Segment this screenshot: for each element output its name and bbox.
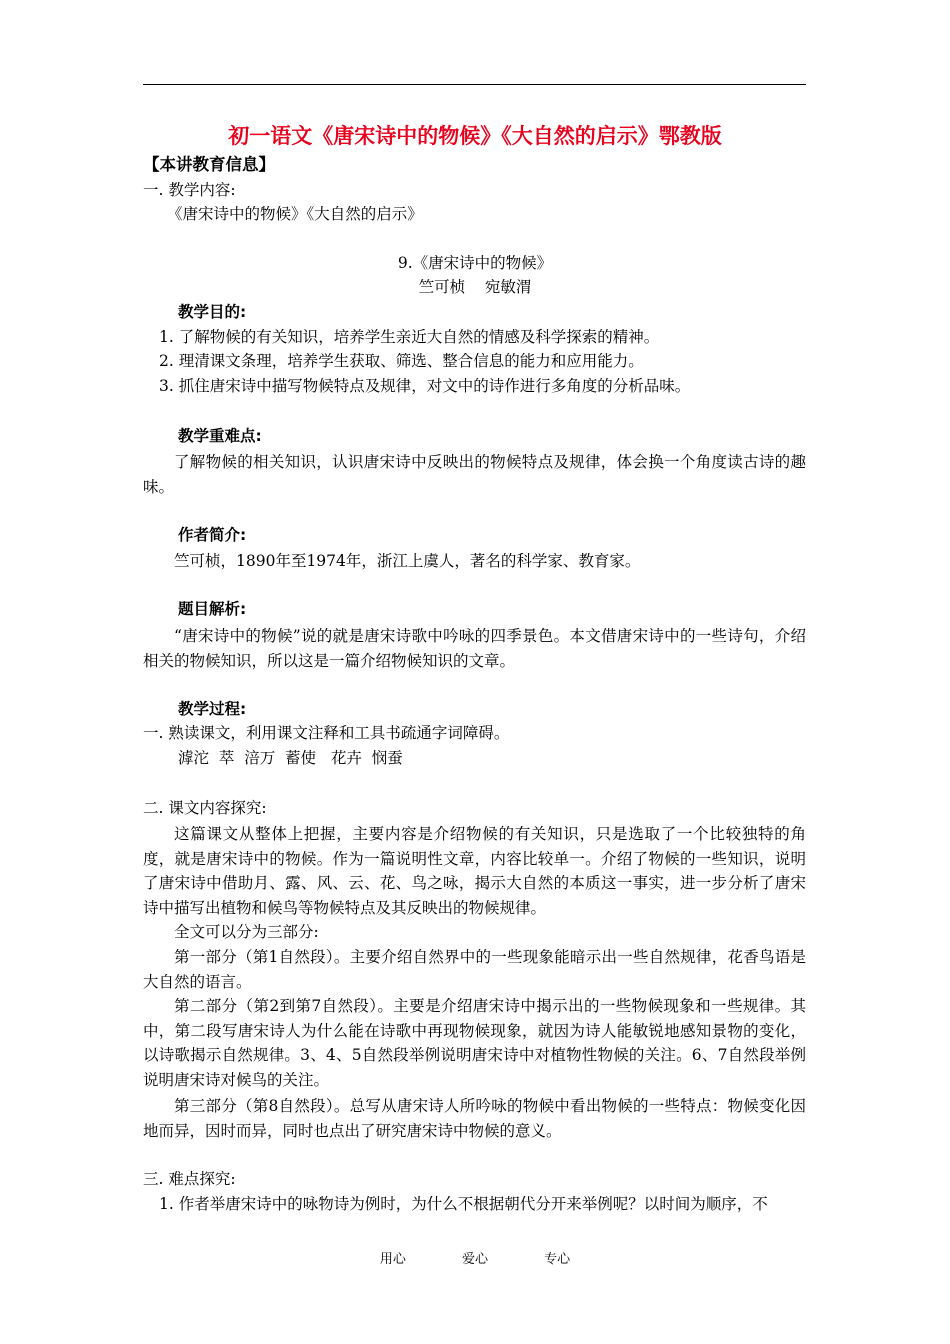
- footer-word: 爱心: [461, 1252, 488, 1267]
- process-step-2: 二. 课文内容探究:: [143, 799, 267, 817]
- document-title: 初一语文《唐宋诗中的物候》《大自然的启示》鄂教版: [228, 124, 722, 148]
- title-analysis-text: “唐宋诗中的物候”说的就是唐宋诗歌中吟咏的四季景色。本文借唐宋诗中的一些诗句，介绍相关的物候知识，所以这是一篇介绍物候知识的文章。: [143, 627, 806, 670]
- header-rule: [143, 84, 806, 85]
- key-points-text: 了解物候的相关知识，认识唐宋诗中反映出的物候特点及规律，体会换一个角度读古诗的趣味。: [143, 453, 806, 496]
- goal-item: 1. 了解物候的有关知识，培养学生亲近大自然的情感及科学探索的精神。: [159, 328, 660, 346]
- content-text: 《唐宋诗中的物候》《大自然的启示》: [167, 205, 423, 223]
- goal-item: 2. 理清课文条理，培养学生获取、筛选、整合信息的能力和应用能力。: [159, 352, 644, 370]
- content-paragraph: 第二部分（第2到第7自然段）。主要是介绍唐宋诗中揭示出的一些物候现象和一些规律。其中，第二段写唐宋诗人为什么能在诗歌中再现物候现象，就因为诗人能敏锐地感知景物的变化，以诗歌揭示自然规律。3、4、5自然段举例说明唐宋诗中对植物性物候的关注。6、7自然段举例说明唐宋诗对候鸟的关注。: [143, 997, 806, 1089]
- title-analysis-heading: 题目解析:: [178, 600, 247, 618]
- footer-word: 用心: [379, 1252, 406, 1267]
- question-item: 1. 作者举唐宋诗中的咏物诗为例时，为什么不根据朝代分开来举例呢？以时间为顺序，不: [159, 1195, 768, 1213]
- section-header: 【本讲教育信息】: [143, 155, 275, 174]
- goals-heading: 教学目的:: [178, 303, 247, 321]
- key-points-heading: 教学重难点:: [178, 427, 262, 445]
- process-heading: 教学过程:: [178, 700, 247, 718]
- process-step-1: 一. 熟读课文，利用课文注释和工具书疏通字词障碍。: [143, 724, 510, 742]
- content-heading: 一. 教学内容:: [143, 181, 236, 199]
- footer-word: 专心: [544, 1252, 571, 1267]
- content-paragraph: 第一部分（第1自然段）。主要介绍自然界中的一些现象能暗示出一些自然规律，花香鸟语是大自然的语言。: [143, 948, 806, 991]
- content-paragraph: 全文可以分为三部分:: [174, 923, 319, 941]
- goal-item: 3. 抓住唐宋诗中描写物候特点及规律，对文中的诗作进行多角度的分析品味。: [159, 377, 691, 395]
- author-intro-text: 竺可桢，1890年至1974年，浙江上虞人，著名的科学家、教育家。: [174, 552, 641, 570]
- author-intro-heading: 作者简介:: [178, 526, 247, 544]
- page-footer: [0, 1248, 950, 1267]
- lesson-title: 9.《唐宋诗中的物候》: [397, 254, 553, 272]
- process-step-3: 三. 难点探究:: [143, 1170, 236, 1188]
- vocabulary-words: 滹沱 萃 涪万 蓄使 花卉 悯蚕: [178, 749, 403, 767]
- lesson-authors: 竺可桢 宛敏渭: [418, 278, 532, 296]
- content-paragraph: 这篇课文从整体上把握，主要内容是介绍物候的有关知识，只是选取了一个比较独特的角度，就是唐宋诗中的物候。作为一篇说明性文章，内容比较单一。介绍了物候的一些知识，说明了唐宋诗中借助月、露、风、云、花、鸟之咏，揭示大自然的本质这一事实，进一步分析了唐宋诗中描写出植物和候鸟等物候特点及其反映出的物候规律。: [143, 825, 806, 917]
- content-paragraph: 第三部分（第8自然段）。总写从唐宋诗人所吟咏的物候中看出物候的一些特点：物候变化因地而异，因时而异，同时也点出了研究唐宋诗中物候的意义。: [143, 1097, 806, 1140]
